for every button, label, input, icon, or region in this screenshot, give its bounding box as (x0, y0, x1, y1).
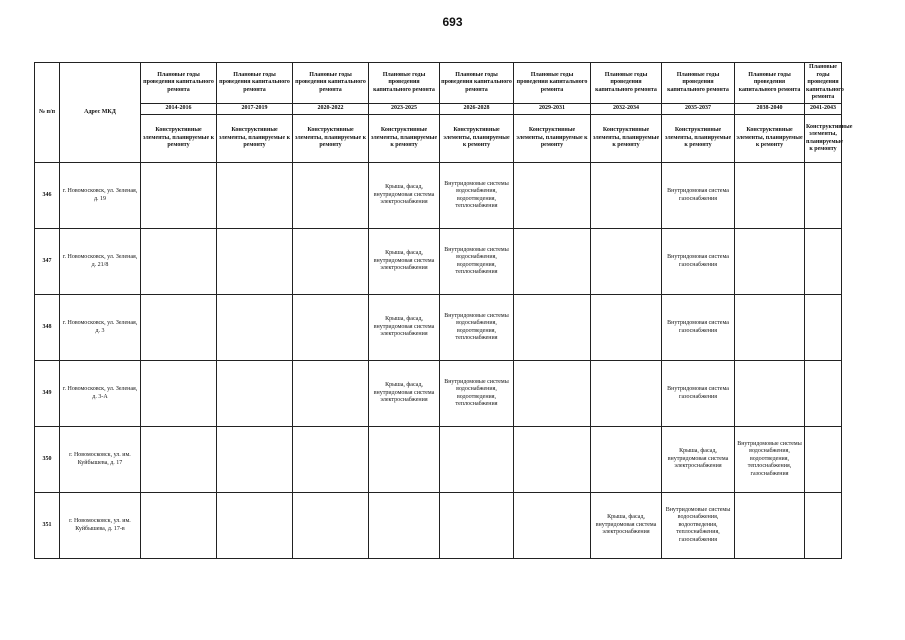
header-elements: Конструктивные элементы, планируемые к ремонту (662, 115, 735, 163)
repair-elements-cell (293, 493, 369, 559)
repair-elements-cell (735, 295, 805, 361)
header-planned-years: Плановые годы проведения капитального ремонта (369, 63, 440, 104)
repair-elements-cell: Внутридомовые системы водоснабжения, водоотведения, теплоснабжения (440, 163, 514, 229)
repair-elements-cell: Крыша, фасад, внутридомовая система электроснабжения (369, 361, 440, 427)
repair-elements-cell: Крыша, фасад, внутридомовая система электроснабжения (369, 295, 440, 361)
header-planned-years: Плановые годы проведения капитального ремонта (735, 63, 805, 104)
repair-elements-cell (735, 361, 805, 427)
repair-elements-cell: Внутридомовая система газоснабжения (662, 229, 735, 295)
repair-elements-cell (805, 427, 842, 493)
repair-elements-cell: Внутридомовая система газоснабжения (662, 295, 735, 361)
header-elements: Конструктивные элементы, планируемые к ремонту (514, 115, 591, 163)
repair-elements-cell (369, 427, 440, 493)
header-elements: Конструктивные элементы, планируемые к ремонту (141, 115, 217, 163)
table-row (35, 295, 842, 361)
table-row (35, 229, 842, 295)
repair-elements-cell (514, 427, 591, 493)
repair-elements-cell (514, 229, 591, 295)
repair-elements-cell (217, 163, 293, 229)
repair-elements-cell (141, 361, 217, 427)
header-elements: Конструктивные элементы, планируемые к ремонту (440, 115, 514, 163)
repair-elements-cell (293, 427, 369, 493)
header-period: 2038-2040 (735, 104, 805, 115)
repair-elements-cell (217, 229, 293, 295)
repair-elements-cell: Внутридомовые системы водоснабжения, водоотведения, теплоснабжения, газоснабжения (735, 427, 805, 493)
repair-elements-cell (591, 361, 662, 427)
header-elements: Конструктивные элементы, планируемые к ремонту (805, 115, 842, 163)
header-period: 2017-2019 (217, 104, 293, 115)
header-period: 2035-2037 (662, 104, 735, 115)
repair-elements-cell: Крыша, фасад, внутридомовая система электроснабжения (369, 229, 440, 295)
row-number: 348 (35, 295, 60, 361)
repair-elements-cell: Крыша, фасад, внутридомовая система электроснабжения (369, 163, 440, 229)
header-period: 2032-2034 (591, 104, 662, 115)
header-planned-years: Плановые годы проведения капитального ремонта (591, 63, 662, 104)
repair-elements-cell (141, 163, 217, 229)
repair-elements-cell (514, 493, 591, 559)
header-row-planned-years (35, 63, 842, 104)
table-row (35, 493, 842, 559)
repair-elements-cell (591, 295, 662, 361)
repair-elements-cell: Крыша, фасад, внутридомовая система электроснабжения (591, 493, 662, 559)
repair-elements-cell: Внутридомовые системы водоснабжения, водоотведения, теплоснабжения, газоснабжения (662, 493, 735, 559)
repair-elements-cell (514, 163, 591, 229)
header-row-periods (35, 104, 842, 115)
repair-elements-cell: Внутридомовая система газоснабжения (662, 361, 735, 427)
header-elements: Конструктивные элементы, планируемые к ремонту (369, 115, 440, 163)
table-row (35, 361, 842, 427)
header-no: № п/п (35, 63, 60, 163)
table-body (35, 163, 842, 559)
repair-elements-cell (293, 295, 369, 361)
header-row-elements (35, 115, 842, 163)
capital-repair-table (34, 62, 853, 559)
row-number: 346 (35, 163, 60, 229)
repair-elements-cell (805, 361, 842, 427)
header-period: 2014-2016 (141, 104, 217, 115)
repair-elements-cell (141, 493, 217, 559)
header-planned-years: Плановые годы проведения капитального ремонта (805, 63, 842, 104)
repair-elements-cell (141, 295, 217, 361)
repair-elements-cell (293, 163, 369, 229)
header-elements: Конструктивные элементы, планируемые к ремонту (735, 115, 805, 163)
header-planned-years: Плановые годы проведения капитального ремонта (514, 63, 591, 104)
header-period: 2029-2031 (514, 104, 591, 115)
repair-elements-cell (805, 163, 842, 229)
row-number: 349 (35, 361, 60, 427)
header-planned-years: Плановые годы проведения капитального ремонта (141, 63, 217, 104)
header-address: Адрес МКД (60, 63, 141, 163)
repair-elements-cell (217, 295, 293, 361)
repair-elements-cell (805, 295, 842, 361)
repair-elements-cell (369, 493, 440, 559)
header-period: 2041-2043 (805, 104, 842, 115)
repair-elements-cell: Внутридомовая система газоснабжения (662, 163, 735, 229)
row-address: г. Новомосковск, ул. Зеленая, д. 3-А (60, 361, 141, 427)
row-number: 350 (35, 427, 60, 493)
repair-elements-cell (293, 229, 369, 295)
repair-elements-cell (735, 493, 805, 559)
repair-elements-cell (805, 229, 842, 295)
row-address: г. Новомосковск, ул. им. Куйбышева, д. 17-в (60, 493, 141, 559)
repair-elements-cell (735, 229, 805, 295)
repair-elements-cell (591, 163, 662, 229)
repair-elements-cell (217, 427, 293, 493)
repair-elements-cell (805, 493, 842, 559)
row-address: г. Новомосковск, ул. Зеленая, д. 3 (60, 295, 141, 361)
repair-elements-cell: Внутридомовые системы водоснабжения, водоотведения, теплоснабжения (440, 295, 514, 361)
repair-elements-cell (735, 163, 805, 229)
header-planned-years: Плановые годы проведения капитального ремонта (662, 63, 735, 104)
header-elements: Конструктивные элементы, планируемые к ремонту (217, 115, 293, 163)
row-address: г. Новомосковск, ул. Зеленая, д. 19 (60, 163, 141, 229)
repair-elements-cell (217, 493, 293, 559)
repair-elements-cell: Внутридомовые системы водоснабжения, водоотведения, теплоснабжения (440, 361, 514, 427)
header-planned-years: Плановые годы проведения капитального ремонта (293, 63, 369, 104)
repair-elements-cell (440, 427, 514, 493)
header-planned-years: Плановые годы проведения капитального ремонта (217, 63, 293, 104)
repair-elements-cell (514, 361, 591, 427)
table-row (35, 427, 842, 493)
repair-elements-cell: Крыша, фасад, внутридомовая система электроснабжения (662, 427, 735, 493)
repair-elements-cell (141, 427, 217, 493)
row-address: г. Новомосковск, ул. Зеленая, д. 21/8 (60, 229, 141, 295)
repair-elements-cell (591, 229, 662, 295)
repair-elements-cell (514, 295, 591, 361)
page-number: 693 (442, 15, 463, 29)
repair-elements-cell (141, 229, 217, 295)
repair-elements-cell (440, 493, 514, 559)
header-period: 2026-2028 (440, 104, 514, 115)
header-planned-years: Плановые годы проведения капитального ремонта (440, 63, 514, 104)
repair-elements-cell (217, 361, 293, 427)
repair-elements-cell (591, 427, 662, 493)
header-elements: Конструктивные элементы, планируемые к ремонту (591, 115, 662, 163)
repair-elements-cell: Внутридомовые системы водоснабжения, водоотведения, теплоснабжения (440, 229, 514, 295)
header-period: 2020-2022 (293, 104, 369, 115)
header-period: 2023-2025 (369, 104, 440, 115)
table-row (35, 163, 842, 229)
row-number: 351 (35, 493, 60, 559)
row-number: 347 (35, 229, 60, 295)
repair-elements-cell (293, 361, 369, 427)
header-elements: Конструктивные элементы, планируемые к ремонту (293, 115, 369, 163)
row-address: г. Новомосковск, ул. им. Куйбышева, д. 17 (60, 427, 141, 493)
